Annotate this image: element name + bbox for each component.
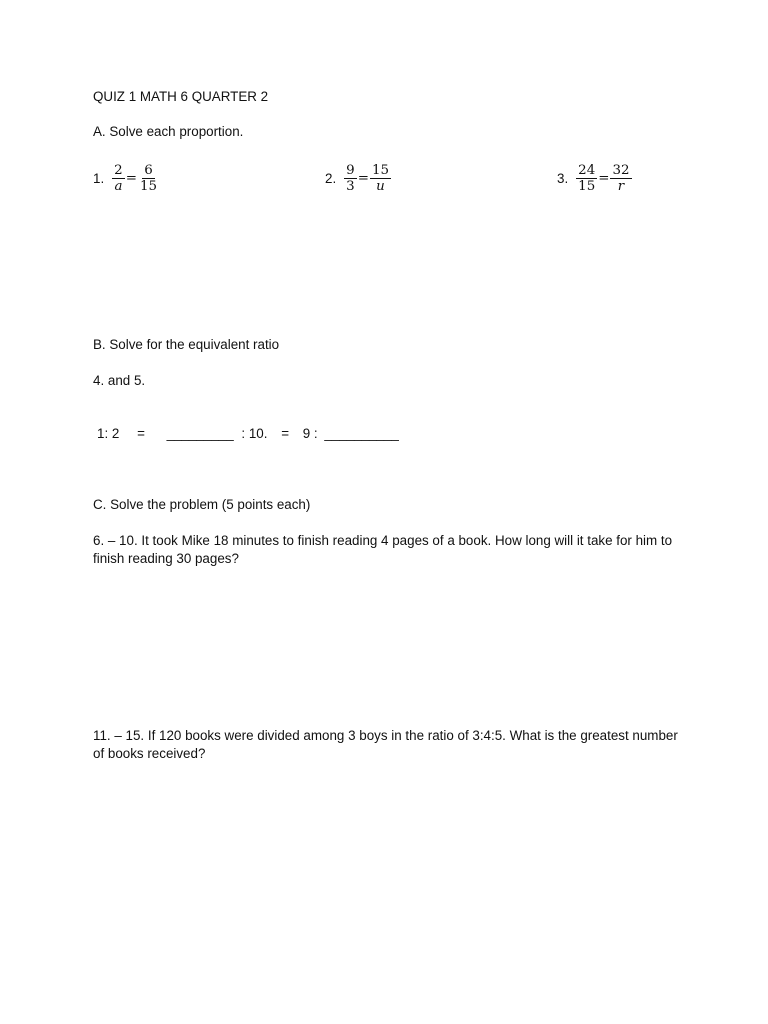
ratio-given: 1: 2 xyxy=(97,426,120,441)
equals-sign: = xyxy=(137,426,145,441)
denominator: 3 xyxy=(346,178,355,194)
denominator: a xyxy=(114,178,123,194)
denominator: u xyxy=(376,178,385,194)
proportion-problem-3 xyxy=(557,158,632,198)
denominator: 15 xyxy=(578,178,596,194)
right-fraction xyxy=(138,163,159,194)
section-b-items-label: 4. and 5. xyxy=(93,373,146,388)
right-fraction xyxy=(370,163,391,194)
problem-number: 3. xyxy=(557,170,569,186)
answer-blank-4[interactable]: _________ xyxy=(166,426,234,441)
left-fraction xyxy=(344,163,357,194)
word-problem-6-10: 6. – 10. It took Mike 18 minutes to finish reading 4 pages of a book. How long will it take for him to finish reading 30 pages? xyxy=(93,533,673,566)
numerator: 9 xyxy=(346,162,355,178)
section-a-heading: A. Solve each proportion. xyxy=(93,124,244,139)
equals-sign: = xyxy=(357,170,369,186)
equals-sign: = xyxy=(598,170,610,186)
numerator: 24 xyxy=(578,162,596,178)
quiz-title: QUIZ 1 MATH 6 QUARTER 2 xyxy=(93,89,269,104)
equals-sign: = xyxy=(125,170,137,186)
proportion-problem-2 xyxy=(325,158,391,198)
section-b-heading: B. Solve for the equivalent ratio xyxy=(93,337,280,352)
answer-blank-5[interactable]: __________ xyxy=(324,426,399,441)
word-problem-11-15: 11. – 15. If 120 books were divided among 3 boys in the ratio of 3:4:5. What is the greatest number of books received? xyxy=(93,728,678,761)
numerator: 32 xyxy=(612,162,630,178)
left-fraction xyxy=(576,163,597,194)
numerator: 6 xyxy=(144,162,153,178)
numerator: 2 xyxy=(114,162,123,178)
proportion-problem-1 xyxy=(93,158,159,198)
problem-number: 1. xyxy=(93,170,105,186)
numerator: 15 xyxy=(371,162,389,178)
section-c-heading: C. Solve the problem (5 points each) xyxy=(93,497,311,512)
right-fraction xyxy=(610,163,631,194)
equivalent-ratio-row xyxy=(97,426,399,442)
equals-sign: = xyxy=(281,426,290,441)
ratio-term-9: 9 : xyxy=(302,426,318,441)
ratio-term-10: : 10. xyxy=(241,426,268,441)
problem-number: 2. xyxy=(325,170,337,186)
denominator: r xyxy=(617,178,625,194)
left-fraction xyxy=(112,163,125,194)
denominator: 15 xyxy=(139,178,157,194)
